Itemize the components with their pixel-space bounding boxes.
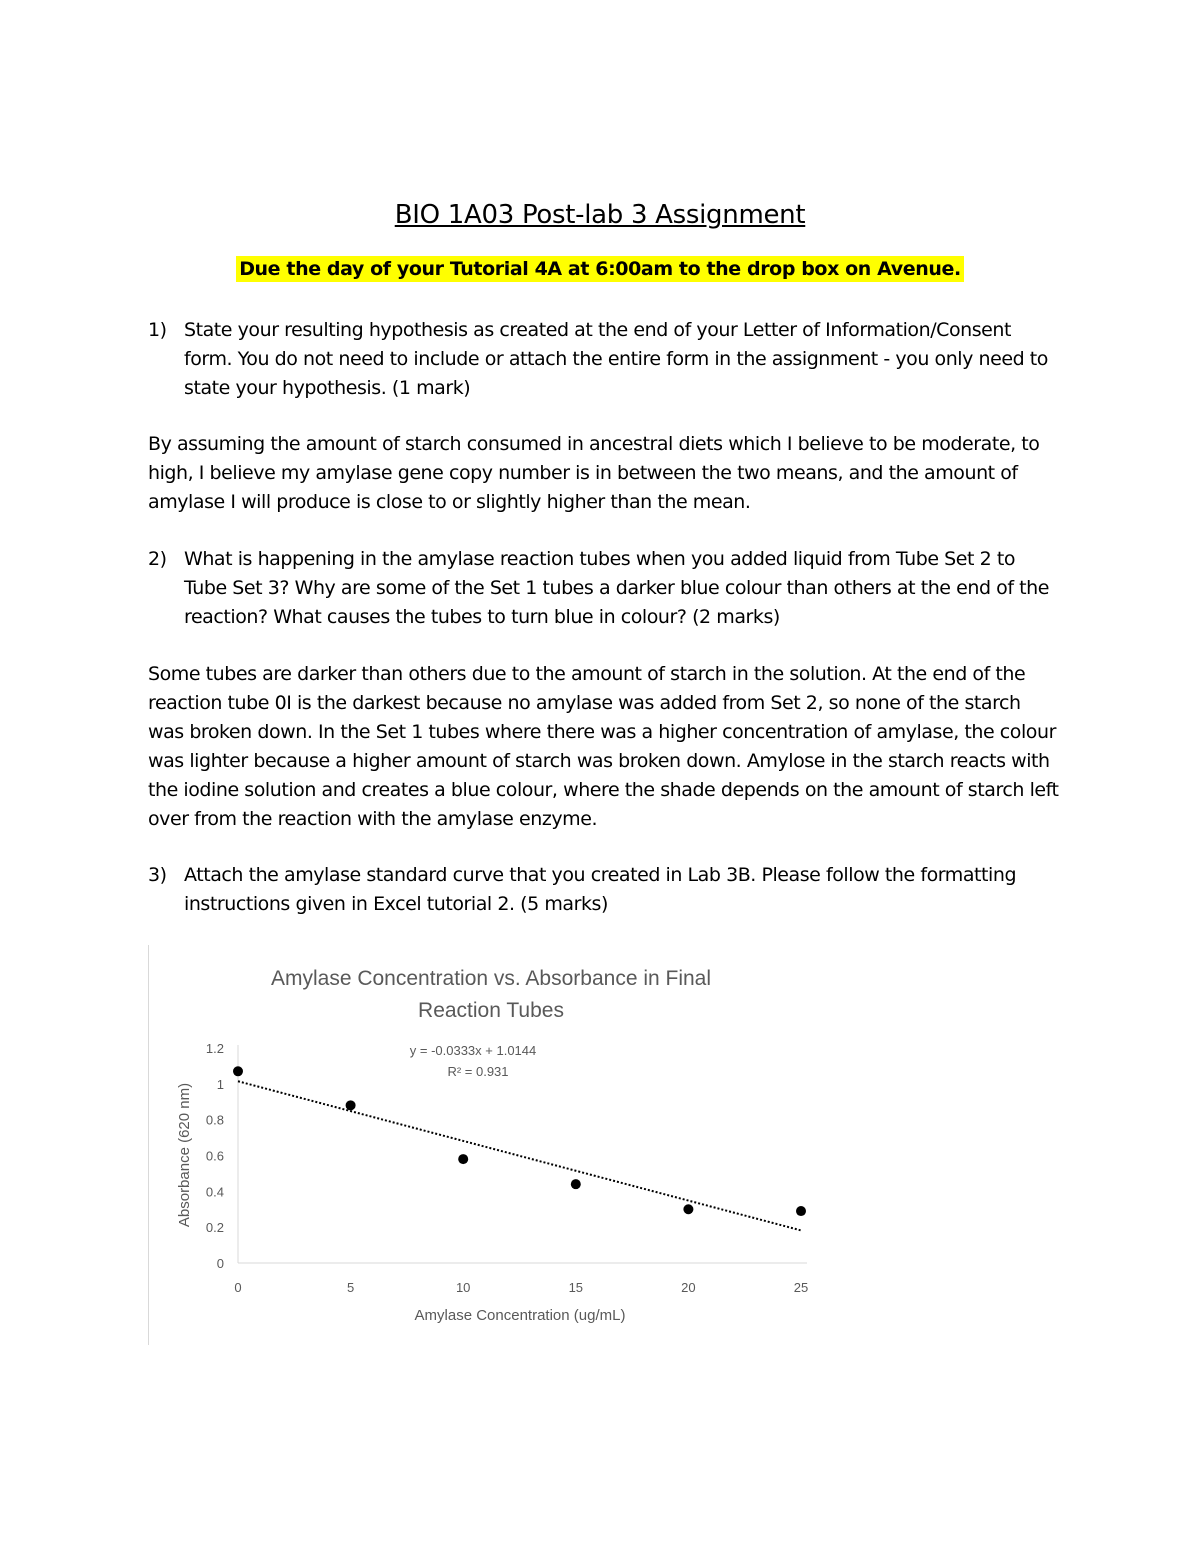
x-axis-label: Amylase Concentration (ug/mL) (414, 1307, 626, 1324)
x-tick-label: 15 (568, 1280, 584, 1295)
y-tick-label: 0.6 (205, 1148, 224, 1164)
data-point (458, 1154, 468, 1164)
due-notice (0, 258, 1200, 280)
y-tick-label: 0.2 (205, 1220, 224, 1236)
question-number: 3) (148, 864, 167, 886)
question-text: State your resulting hypothesis as created at the end of your Letter of Information/Consent form. You do not need to include or attach the entire form in the assignment - you only need to state your hypothesis. (1 mark) (184, 319, 1048, 399)
question-3 (148, 861, 1060, 919)
standard-curve-chart (148, 945, 828, 1345)
y-tick-label: 0 (216, 1256, 224, 1271)
x-tick-label: 20 (681, 1280, 696, 1295)
answer-2: Some tubes are darker than others due to the amount of starch in the solution. At the end of the reaction tube 0I is the darkest because no amylase was added from Set 2, so none of the starch was broken down. In the Set 1 tubes where there was a higher concentration of amylase, the colour was lighter because a higher amount of starch was broken down. Amylose in the starch reacts with the iodine solution and creates a blue colour, where the shade depends on the amount of starch left over from the reaction with the amylase enzyme. (148, 663, 1059, 830)
trendline-r2: R² = 0.931 (447, 1064, 509, 1079)
chart-svg (148, 945, 828, 1345)
x-tick-label: 0 (234, 1280, 242, 1295)
document-title: BIO 1A03 Post-lab 3 Assignment (394, 200, 806, 230)
y-tick-label: 0.4 (205, 1184, 224, 1200)
data-point (233, 1066, 243, 1076)
data-point (346, 1100, 356, 1110)
y-axis-label: Absorbance (620 nm) (176, 1082, 193, 1228)
x-tick-label: 25 (793, 1280, 809, 1295)
due-highlight: Due the day of your Tutorial 4A at 6:00am to the drop box on Avenue. (236, 256, 964, 282)
data-point (683, 1204, 693, 1214)
y-tick-label: 0.8 (205, 1112, 224, 1128)
chart-title-line1: Amylase Concentration vs. Absorbance in Final (270, 967, 712, 990)
chart-title-line2: Reaction Tubes (418, 999, 564, 1022)
data-point (796, 1206, 806, 1216)
data-point (571, 1179, 581, 1189)
y-tick-label: 1.2 (205, 1041, 224, 1056)
x-tick-label: 5 (346, 1280, 355, 1295)
question-1 (148, 316, 1060, 403)
question-number: 2) (148, 548, 167, 570)
y-tick-label: 1 (216, 1076, 224, 1092)
trendline-equation: y = -0.0333x + 1.0144 (409, 1043, 537, 1058)
question-number: 1) (148, 319, 167, 341)
question-text: What is happening in the amylase reaction tubes when you added liquid from Tube Set 2 to Tube Set 3? Why are some of the Set 1 tubes a darker blue colour than others at the end of the reaction? What causes the tubes to turn blue in colour? (2 marks) (184, 548, 1049, 628)
question-2 (148, 545, 1060, 632)
question-text: Attach the amylase standard curve that you created in Lab 3B. Please follow the formatting instructions given in Excel tutorial 2. (5 marks) (184, 864, 1017, 915)
x-tick-label: 10 (455, 1280, 471, 1295)
trendline (238, 1081, 801, 1230)
answer-1: By assuming the amount of starch consumed in ancestral diets which I believe to be moderate, to high, I believe my amylase gene copy number is in between the two means, and the amount of amylase I will produce is close to or slightly higher than the mean. (148, 433, 1040, 513)
